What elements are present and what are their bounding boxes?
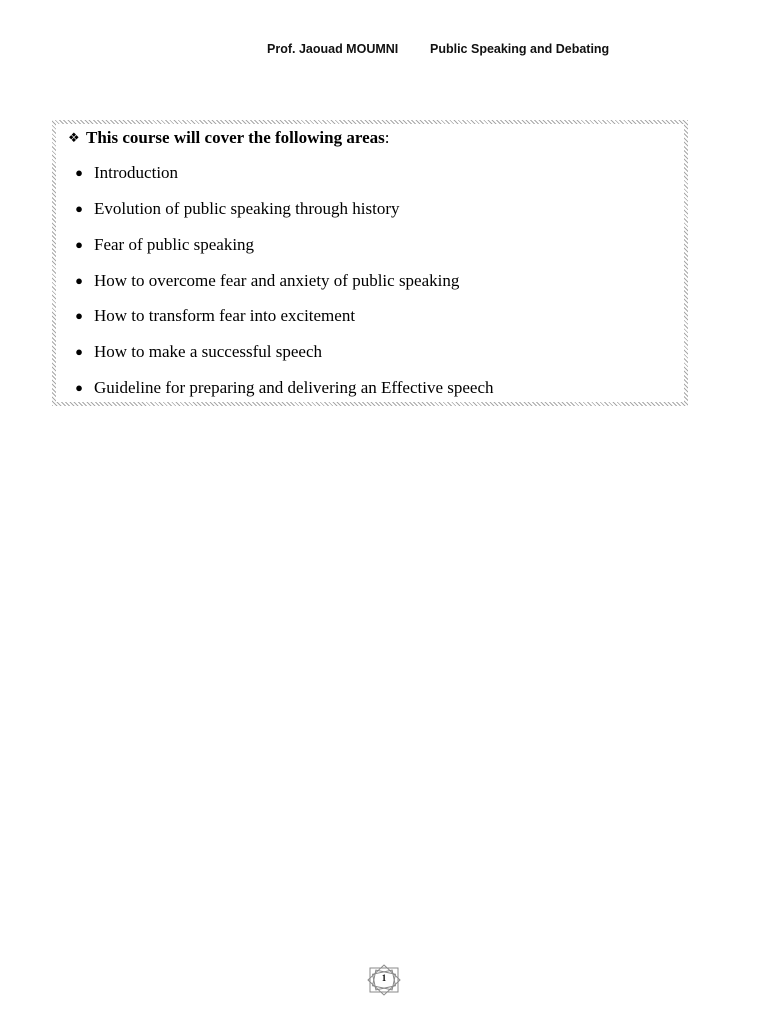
bullet-icon: ● (75, 380, 83, 395)
header-subject: Public Speaking and Debating (430, 42, 610, 56)
course-outline-content (56, 124, 684, 402)
bullet-icon: ● (75, 308, 83, 323)
bullet-icon: ● (75, 344, 83, 359)
heading-text: This course will cover the following areas (86, 128, 385, 147)
list-item-text: How to overcome fear and anxiety of public speaking (94, 271, 460, 290)
list-item (64, 199, 400, 219)
page-number-badge (365, 964, 403, 996)
list-item-text: How to make a successful speech (94, 342, 323, 361)
list-item (64, 271, 459, 291)
page-number: 1 (381, 973, 387, 983)
list-item-text: How to transform fear into excitement (94, 306, 356, 325)
course-outline-heading (68, 128, 389, 148)
bullet-icon: ● (75, 201, 83, 216)
header-author: Prof. Jaouad MOUMNI (267, 42, 399, 56)
list-item (64, 163, 178, 183)
list-item-text: Evolution of public speaking through history (94, 199, 400, 218)
list-item (64, 378, 494, 398)
course-outline-box (52, 120, 688, 406)
list-item (64, 342, 322, 362)
bullet-icon: ● (75, 237, 83, 252)
bullet-icon: ● (75, 273, 83, 288)
heading-colon: : (384, 128, 390, 147)
list-item-text: Introduction (94, 163, 179, 182)
list-item (64, 235, 254, 255)
page-header (0, 42, 768, 62)
bullet-icon: ● (75, 165, 83, 180)
diamond-bullet-icon: ❖ (68, 130, 80, 145)
list-item-text: Fear of public speaking (94, 235, 255, 254)
list-item-text: Guideline for preparing and delivering an Effective speech (94, 378, 494, 397)
list-item (64, 306, 355, 326)
